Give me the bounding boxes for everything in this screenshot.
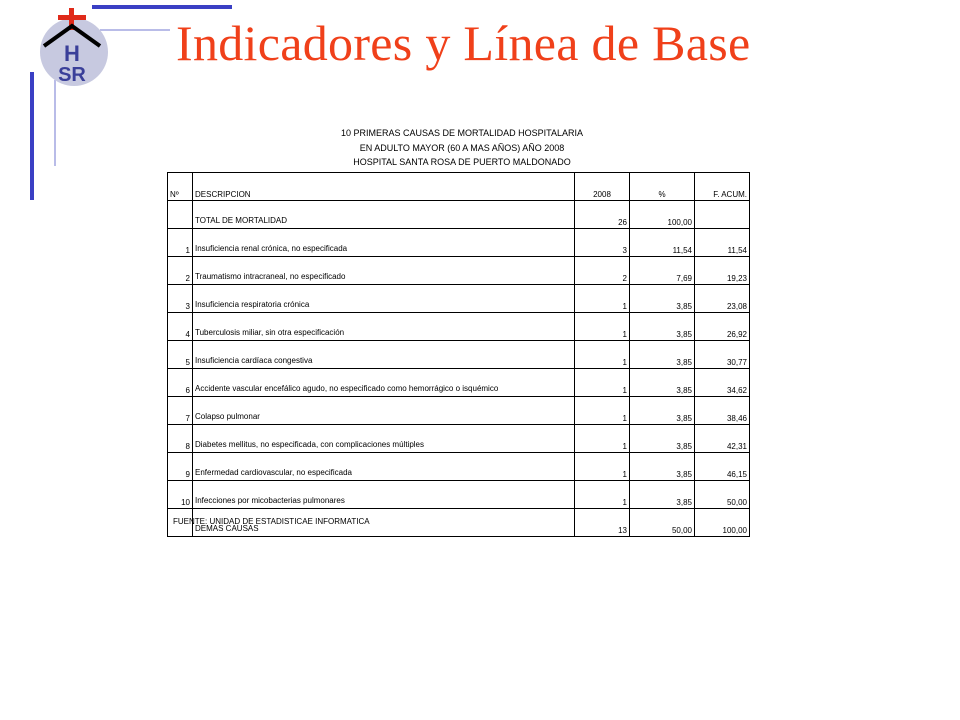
row-number: 3 xyxy=(168,285,193,313)
row-number: 5 xyxy=(168,341,193,369)
row-description: TOTAL DE MORTALIDAD xyxy=(193,201,575,229)
table-row xyxy=(168,341,750,369)
row-percent: 3,85 xyxy=(630,453,695,481)
table-row xyxy=(168,425,750,453)
table-row xyxy=(168,369,750,397)
hospital-logo xyxy=(34,6,112,90)
row-description: Infecciones por micobacterias pulmonares xyxy=(193,481,575,509)
table-header-row xyxy=(168,173,750,201)
row-2008-count: 26 xyxy=(575,201,630,229)
table-row xyxy=(168,481,750,509)
row-2008-count: 1 xyxy=(575,453,630,481)
table-row xyxy=(168,397,750,425)
row-number: 10 xyxy=(168,481,193,509)
row-2008-count: 13 xyxy=(575,509,630,537)
slide-title: Indicadores y Línea de Base xyxy=(176,15,751,71)
header-year: 2008 xyxy=(575,173,630,201)
row-percent: 3,85 xyxy=(630,397,695,425)
row-cumulative: 42,31 xyxy=(695,425,750,453)
row-2008-count: 1 xyxy=(575,313,630,341)
row-cumulative: 50,00 xyxy=(695,481,750,509)
row-number: 8 xyxy=(168,425,193,453)
header-percent: % xyxy=(630,173,695,201)
left-light-line xyxy=(54,80,56,166)
row-description: Diabetes mellitus, no especificada, con complicaciones múltiples xyxy=(193,425,575,453)
row-percent: 3,85 xyxy=(630,285,695,313)
row-cumulative xyxy=(695,201,750,229)
table-heading xyxy=(292,126,632,170)
table-row xyxy=(168,285,750,313)
table-row xyxy=(168,201,750,229)
row-percent: 3,85 xyxy=(630,425,695,453)
row-percent: 11,54 xyxy=(630,229,695,257)
top-accent-line xyxy=(92,5,232,9)
row-cumulative: 34,62 xyxy=(695,369,750,397)
row-number: 1 xyxy=(168,229,193,257)
table-heading-line-2: EN ADULTO MAYOR (60 A MAS AÑOS) AÑO 2008 xyxy=(359,142,565,153)
left-accent-line xyxy=(30,72,34,200)
row-percent: 3,85 xyxy=(630,369,695,397)
row-number: 6 xyxy=(168,369,193,397)
table-source: FUENTE: UNIDAD DE ESTADISTICAE INFORMATICA xyxy=(173,517,370,526)
row-number: 9 xyxy=(168,453,193,481)
row-percent: 3,85 xyxy=(630,341,695,369)
table-heading-line-1: 10 PRIMERAS CAUSAS DE MORTALIDAD HOSPITALARIA xyxy=(340,128,584,138)
header-number: Nº xyxy=(168,173,193,201)
row-description: Insuficiencia respiratoria crónica xyxy=(193,285,575,313)
row-2008-count: 1 xyxy=(575,369,630,397)
row-description: Insuficiencia renal crónica, no especificada xyxy=(193,229,575,257)
header-cumulative: F. ACUM. xyxy=(695,173,750,201)
table-row xyxy=(168,257,750,285)
table-heading-line-3: HOSPITAL SANTA ROSA DE PUERTO MALDONADO xyxy=(353,157,571,167)
row-cumulative: 26,92 xyxy=(695,313,750,341)
row-percent: 50,00 xyxy=(630,509,695,537)
row-cumulative: 38,46 xyxy=(695,397,750,425)
row-description: Enfermedad cardiovascular, no especificada xyxy=(193,453,575,481)
row-number: 7 xyxy=(168,397,193,425)
row-cumulative: 19,23 xyxy=(695,257,750,285)
row-description: Colapso pulmonar xyxy=(193,397,575,425)
row-description: Tuberculosis miliar, sin otra especificación xyxy=(193,313,575,341)
table-row xyxy=(168,229,750,257)
row-2008-count: 1 xyxy=(575,397,630,425)
row-percent: 3,85 xyxy=(630,313,695,341)
row-description: DEMAS CAUSAS xyxy=(193,509,575,537)
row-cumulative: 46,15 xyxy=(695,453,750,481)
row-number: 2 xyxy=(168,257,193,285)
row-number xyxy=(168,201,193,229)
row-description: Insuficiencia cardíaca congestiva xyxy=(193,341,575,369)
row-percent: 7,69 xyxy=(630,257,695,285)
row-2008-count: 1 xyxy=(575,341,630,369)
row-description: Traumatismo intracraneal, no especificado xyxy=(193,257,575,285)
row-2008-count: 3 xyxy=(575,229,630,257)
logo-letter-h: H xyxy=(64,41,80,66)
row-2008-count: 1 xyxy=(575,425,630,453)
row-cumulative: 100,00 xyxy=(695,509,750,537)
row-percent: 100,00 xyxy=(630,201,695,229)
row-cumulative: 23,08 xyxy=(695,285,750,313)
mortality-table xyxy=(167,172,750,537)
logo-letters-sr: SR xyxy=(58,64,86,86)
logo-cross-horizontal xyxy=(58,15,86,20)
row-2008-count: 2 xyxy=(575,257,630,285)
table-row xyxy=(168,453,750,481)
row-2008-count: 1 xyxy=(575,285,630,313)
table-row xyxy=(168,313,750,341)
row-cumulative: 11,54 xyxy=(695,229,750,257)
row-description: Accidente vascular encefálico agudo, no especificado como hemorrágico o isquémico xyxy=(193,369,575,397)
row-number: 4 xyxy=(168,313,193,341)
header-description: DESCRIPCION xyxy=(193,173,575,201)
row-cumulative: 30,77 xyxy=(695,341,750,369)
row-percent: 3,85 xyxy=(630,481,695,509)
row-2008-count: 1 xyxy=(575,481,630,509)
